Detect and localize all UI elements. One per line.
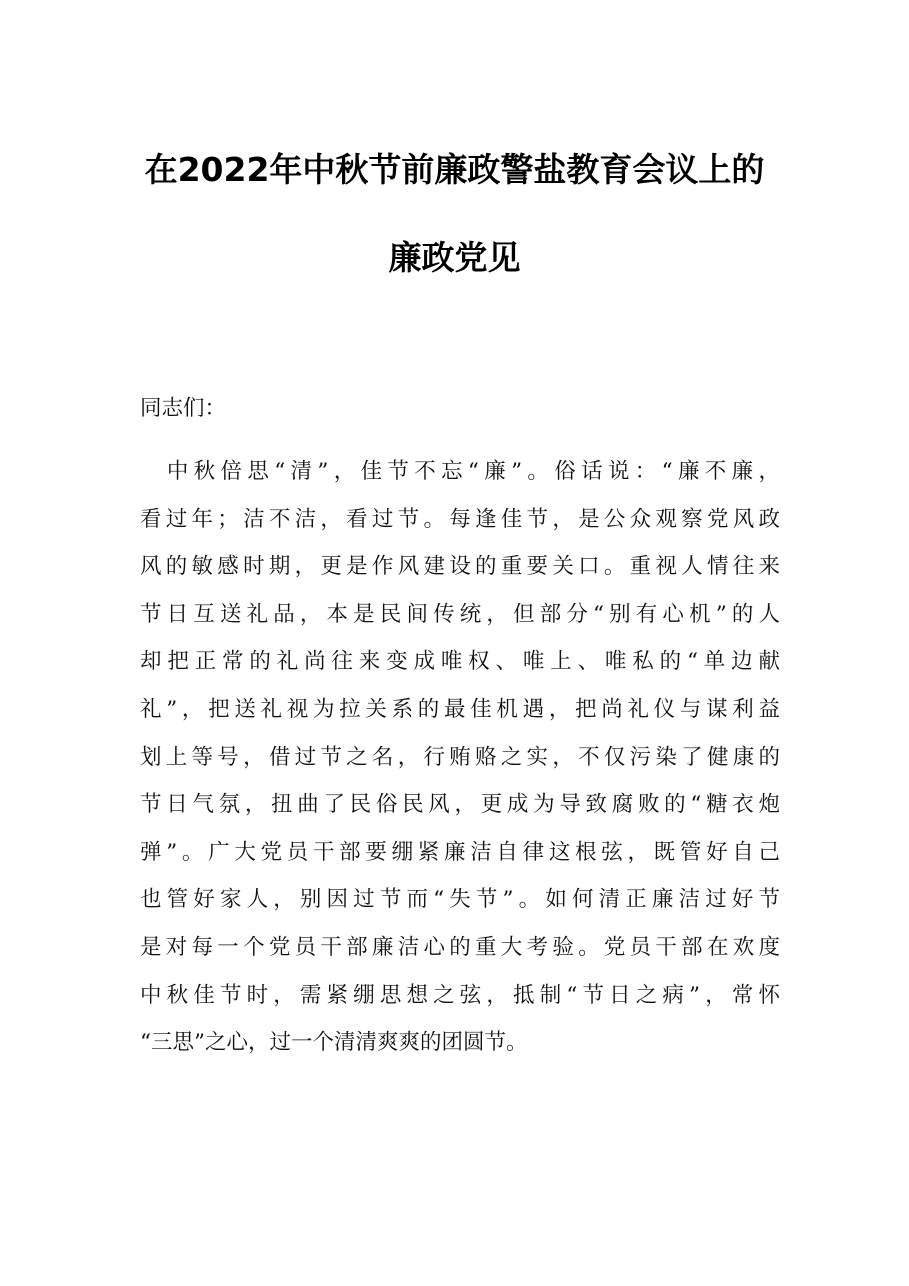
- document-title-line-1: 在2022年中秋节前廉政警盐教育会议上的: [144, 150, 765, 189]
- paragraph-line: 节日气氛，扭曲了民俗民风，更成为导致腐败的“糖衣炮: [140, 792, 780, 818]
- document-title-line-2: 廉政党见: [388, 238, 521, 277]
- paragraph-line: 也管好家人，别因过节而“失节”。如何清正廉洁过好节: [140, 887, 780, 913]
- paragraph-line: 却把正常的礼尚往来变成唯权、唯上、唯私的“单边献: [140, 649, 780, 675]
- paragraph-line: 中秋佳节时，需紧绷思想之弦，抵制“节日之病”，常怀: [140, 982, 780, 1008]
- body-paragraph: [140, 448, 780, 1067]
- paragraph-line: 中秋倍思“清”，佳节不忘“廉”。俗话说：“廉不廉，: [140, 459, 780, 484]
- paragraph-line: “三思”之心，过一个清清爽爽的团圆节。: [140, 1030, 528, 1056]
- paragraph-line: 节日互送礼品，本是民间传统，但部分“别有心机”的人: [140, 601, 780, 627]
- paragraph-line: 风的敏感时期，更是作风建设的重要关口。重视人情往来: [140, 554, 780, 580]
- paragraph-line: 礼”，把送礼视为拉关系的最佳机遇，把尚礼仪与谋利益: [140, 696, 780, 722]
- paragraph-line: 划上等号，借过节之名，行贿赂之实，不仅污染了健康的: [140, 744, 780, 770]
- salutation: 同志们：: [140, 396, 227, 421]
- paragraph-line: 是对每一个党员干部廉洁心的重大考验。党员干部在欢度: [140, 934, 780, 960]
- paragraph-line: 看过年；洁不洁，看过节。每逢佳节，是公众观察党风政: [140, 506, 780, 532]
- paragraph-line: 弹”。广大党员干部要绷紧廉洁自律这根弦，既管好自己: [140, 839, 780, 865]
